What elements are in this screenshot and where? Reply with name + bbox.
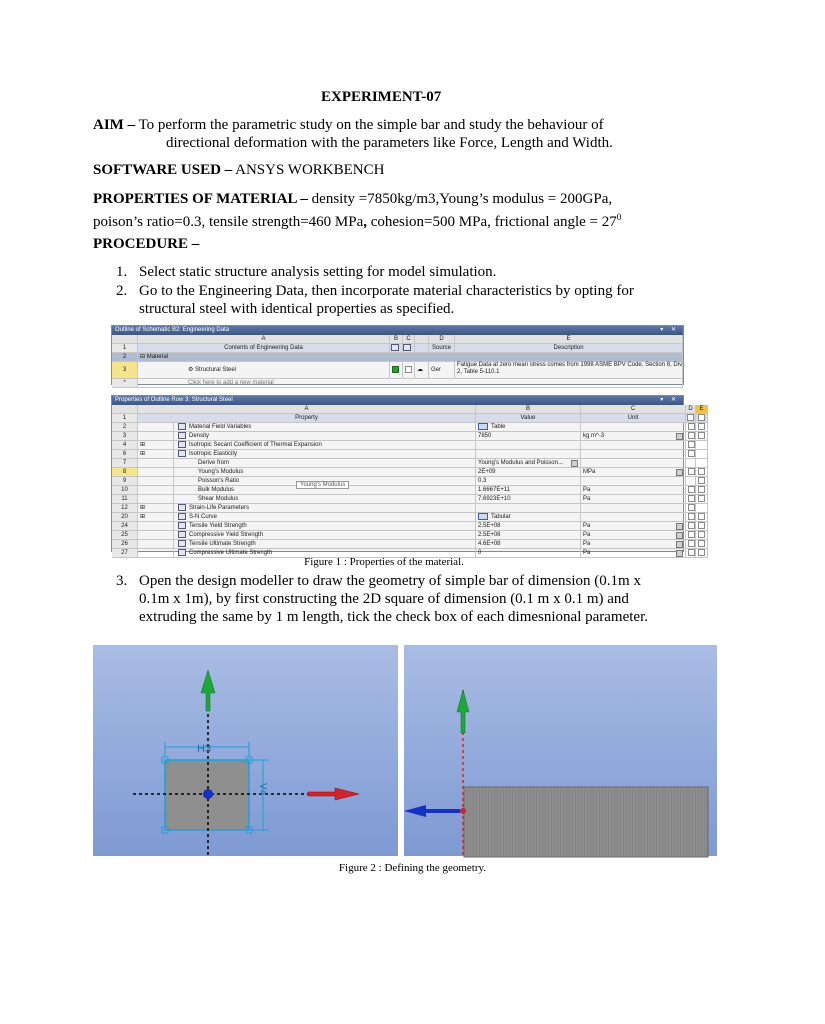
chart-checkbox[interactable] [696, 450, 708, 459]
dropdown-arrow-icon[interactable] [676, 541, 683, 548]
collapse-icon[interactable]: ⊟ [140, 354, 147, 360]
dropdown-arrow-icon[interactable] [571, 460, 578, 467]
property-name[interactable]: Shear Modulus [174, 495, 476, 504]
software-value: ANSYS WORKBENCH [235, 162, 385, 178]
sketch-canvas [93, 645, 398, 856]
aim-text-2: directional deformation with the parameters like Force, Length and Width. [166, 135, 613, 151]
property-unit[interactable] [581, 423, 686, 432]
outline-col-c: C [403, 335, 415, 344]
parameter-checkbox[interactable] [686, 468, 696, 477]
step-1-text: Select static structure analysis setting for model simulation. [139, 264, 497, 280]
property-unit[interactable] [581, 513, 686, 522]
property-unit[interactable]: kg m^-3 [581, 432, 686, 441]
property-icon [178, 432, 186, 439]
structural-steel-description: Fatigue Data at zero mean stress comes from 1998 ASME BPV Code, Section 8, Div 2, Table 5-110.1 [455, 362, 683, 379]
property-name[interactable]: Tensile Yield Strength [174, 522, 476, 531]
property-unit[interactable] [581, 459, 686, 468]
expand-toggle [138, 540, 174, 549]
property-value[interactable]: 7.6923E+10 [476, 495, 581, 504]
property-value[interactable]: 7850 [476, 432, 581, 441]
step-3-number: 3. [116, 573, 128, 589]
parameter-checkbox[interactable] [686, 432, 696, 441]
property-name[interactable]: Density [174, 432, 476, 441]
properties-grid [112, 405, 704, 558]
property-name[interactable]: Isotropic Secant Coefficient of Thermal Expansion [174, 441, 476, 450]
outline-header-icon-c [403, 344, 415, 353]
property-unit[interactable]: Pa [581, 486, 686, 495]
expand-toggle[interactable]: ⊞ [138, 513, 174, 522]
property-name[interactable]: Isotropic Elasticity [174, 450, 476, 459]
dropdown-arrow-icon[interactable] [676, 433, 683, 440]
parameter-checkbox[interactable] [686, 495, 696, 504]
table-icon [478, 513, 488, 520]
parameter-checkbox[interactable] [686, 441, 696, 450]
table-icon [478, 423, 488, 430]
origin-point [203, 789, 213, 799]
step-1-number: 1. [116, 264, 128, 280]
property-unit[interactable]: Pa [581, 549, 686, 558]
chart-checkbox[interactable] [696, 432, 708, 441]
structural-steel-select-checkbox[interactable] [390, 362, 403, 379]
props-col-e: E [696, 405, 708, 414]
props-col-b: B [476, 405, 581, 414]
figure-1-caption: Figure 1 : Properties of the material. [304, 556, 464, 568]
extrusion-view[interactable] [404, 645, 717, 856]
figure-2-caption: Figure 2 : Defining the geometry. [338, 862, 487, 874]
properties-window-controls[interactable]: ▾ ✕ [660, 397, 679, 403]
chart-checkbox[interactable] [696, 495, 708, 504]
chart-checkbox[interactable] [696, 468, 708, 477]
outline-grid: A B C D E 1 Contents of Engineering Data Source Description 2 ⊟ Material 3 ⚙ Structural Steel ☁ Ger Fatigue Data at zero mean stress comes from 1998 ASME BPV Code, Section 8, Div 2, Table 5-110.1 * Click here to add a new material [112, 335, 683, 388]
property-name[interactable]: Compressive Ultimate Strength [174, 549, 476, 558]
row-number: 12 [112, 504, 138, 513]
property-icon [178, 513, 186, 520]
outline-header-icon-b [390, 344, 403, 353]
row-number: 9 [112, 477, 138, 486]
property-unit[interactable] [581, 477, 686, 486]
property-value[interactable]: 1.6667E+11 [476, 486, 581, 495]
property-name[interactable]: S-N Curve [174, 513, 476, 522]
v4-label: V4 [257, 783, 268, 796]
expand-toggle [138, 495, 174, 504]
chart-checkbox[interactable] [696, 504, 708, 513]
green-y-axis-arrow [457, 690, 469, 733]
row-number: 2 [112, 423, 138, 432]
aim-text-1: To perform the parametric study on the simple bar and study the behaviour of [138, 117, 604, 133]
expand-toggle [138, 459, 174, 468]
properties-title: Properties of Outline Row 3: Structural Steel [115, 397, 233, 403]
properties-comma: , [363, 214, 367, 230]
property-icon [178, 540, 186, 547]
property-name[interactable]: Material Field Variables [174, 423, 476, 432]
parameter-checkbox[interactable] [686, 486, 696, 495]
props-col-c: C [581, 405, 686, 414]
step-2-text-2: structural steel with identical properties as specified. [139, 301, 455, 317]
extrusion-canvas [404, 645, 717, 856]
property-value[interactable] [476, 450, 581, 459]
row-number: 4 [112, 441, 138, 450]
properties-panel [111, 395, 704, 557]
parameter-checkbox[interactable] [686, 504, 696, 513]
chart-checkbox[interactable] [696, 459, 708, 468]
step-3-text-3: extruding the same by 1 m length, tick the check box of each dimesnional parameter. [139, 609, 649, 625]
property-value[interactable] [476, 441, 581, 450]
properties-title-bar [112, 396, 683, 405]
expand-toggle [138, 531, 174, 540]
chart-checkbox[interactable] [696, 423, 708, 432]
row-number: 27 [112, 549, 138, 558]
property-name[interactable]: Compressive Yield Strength [174, 531, 476, 540]
parameter-checkbox[interactable] [686, 459, 696, 468]
row-number: 11 [112, 495, 138, 504]
property-value[interactable]: 4.6E+08 [476, 540, 581, 549]
props-header-property: Property [138, 414, 476, 423]
parameter-checkbox[interactable] [686, 540, 696, 549]
property-unit[interactable]: Pa [581, 522, 686, 531]
outline-window-controls[interactable]: ▾ ✕ [660, 327, 679, 333]
property-value[interactable] [476, 504, 581, 513]
procedure-label: PROCEDURE – [93, 236, 200, 252]
property-value[interactable]: 0 [476, 549, 581, 558]
expand-toggle [138, 486, 174, 495]
property-name[interactable]: Young's Modulus [174, 468, 476, 477]
property-icon [178, 531, 186, 538]
props-header-unit: Unit [581, 414, 686, 423]
property-value[interactable]: Tabular [476, 513, 581, 522]
outline-header-description: Description [455, 344, 683, 353]
properties-text-2a: poison’s ratio=0.3, tensile strength=460 MPa [93, 214, 364, 230]
library-icon: ☁ [415, 362, 429, 379]
properties-label: PROPERTIES OF MATERIAL – [93, 191, 308, 207]
outline-col-b: B [390, 335, 403, 344]
software-line [93, 161, 384, 179]
props-col-a: A [138, 405, 476, 414]
property-value[interactable]: 2.5E+08 [476, 531, 581, 540]
row-number: 26 [112, 540, 138, 549]
chart-checkbox[interactable] [696, 477, 708, 486]
row-number: 7 [112, 459, 138, 468]
outline-header-source: Source [429, 344, 455, 353]
property-value[interactable]: 2.5E+08 [476, 522, 581, 531]
props-header-value: Value [476, 414, 581, 423]
property-icon [178, 450, 186, 457]
props-header-d [686, 414, 696, 423]
property-unit[interactable] [581, 450, 686, 459]
props-col-d: D [686, 405, 696, 414]
row-number: 10 [112, 486, 138, 495]
red-x-axis-arrow [308, 788, 359, 800]
expand-toggle[interactable]: ⊞ [138, 504, 174, 513]
row-number: 6 [112, 450, 138, 459]
parameter-checkbox[interactable] [686, 531, 696, 540]
expand-toggle [138, 423, 174, 432]
step-2-number: 2. [116, 283, 128, 299]
outline-col-d: D [429, 335, 455, 344]
property-unit[interactable]: Pa [581, 531, 686, 540]
outline-row-structural-steel[interactable]: ⚙ Structural Steel [138, 362, 390, 379]
property-icon [178, 522, 186, 529]
material-icon: ⚙ [188, 367, 196, 373]
parameter-checkbox[interactable] [686, 450, 696, 459]
property-value[interactable]: Young's Modulus and Poisson... [476, 459, 581, 468]
chart-checkbox[interactable] [696, 540, 708, 549]
parameter-checkbox[interactable] [686, 423, 696, 432]
properties-line-1 [93, 190, 612, 208]
dropdown-arrow-icon[interactable] [676, 469, 683, 476]
expand-toggle [138, 432, 174, 441]
property-icon [178, 504, 186, 511]
extruded-bar [464, 787, 708, 857]
expand-toggle [138, 522, 174, 531]
outline-col-e: E [455, 335, 683, 344]
origin-point [460, 808, 466, 814]
structural-steel-source: Ger [429, 362, 455, 379]
property-unit[interactable]: MPa [581, 468, 686, 477]
step-2-text-1: Go to the Engineering Data, then incorporate material characteristics by opting for [139, 283, 634, 299]
row-number: 20 [112, 513, 138, 522]
row-number: 3 [112, 432, 138, 441]
chart-checkbox[interactable] [696, 486, 708, 495]
properties-text-2b: cohesion=500 MPa, frictional angle = 27 [366, 214, 617, 230]
chart-checkbox[interactable] [696, 513, 708, 522]
expand-toggle [138, 468, 174, 477]
property-value[interactable]: 2E+09 [476, 468, 581, 477]
expand-toggle[interactable]: ⊞ [138, 450, 174, 459]
parameter-checkbox[interactable] [686, 513, 696, 522]
property-value[interactable]: 0.3 [476, 477, 581, 486]
step-3-text-1: Open the design modeller to draw the geometry of simple bar of dimension (0.1m x [139, 573, 641, 589]
parameter-checkbox[interactable] [686, 522, 696, 531]
h3-label: H3 [197, 743, 212, 755]
engineering-data-outline-panel [111, 325, 684, 385]
software-label: SOFTWARE USED – [93, 162, 233, 178]
outline-title-bar [112, 326, 683, 335]
degree-superscript: 0 [616, 212, 622, 222]
dropdown-arrow-icon[interactable] [676, 532, 683, 539]
structural-steel-suppress-checkbox[interactable] [403, 362, 415, 379]
property-name[interactable]: Derive from [174, 459, 476, 468]
chart-checkbox[interactable] [696, 522, 708, 531]
row-number: 25 [112, 531, 138, 540]
outline-header-contents: Contents of Engineering Data [138, 344, 390, 353]
property-unit[interactable] [581, 441, 686, 450]
add-material-row[interactable]: Click here to add a new material [138, 379, 683, 388]
row-number: 24 [112, 522, 138, 531]
property-name[interactable]: Poisson's Ratio [174, 477, 476, 486]
properties-line-2 [93, 208, 621, 231]
property-value[interactable]: Table [476, 423, 581, 432]
page-title: EXPERIMENT-07 [321, 89, 442, 105]
outline-row-material[interactable]: ⊟ Material [138, 353, 683, 362]
row-number: 8 [112, 468, 138, 477]
property-name[interactable]: Bulk Modulus [174, 486, 476, 495]
outline-title: Outline of Schematic B2: Engineering Data [115, 327, 230, 333]
props-header-e [696, 414, 708, 423]
green-y-axis-arrow [201, 670, 215, 711]
properties-text-1: density =7850kg/m3,Young’s modulus = 200GPa, [311, 191, 613, 207]
parameter-checkbox[interactable] [686, 477, 696, 486]
property-unit[interactable]: Pa [581, 495, 686, 504]
property-icon [178, 441, 186, 448]
aim-line-1 [93, 116, 604, 134]
sketch-view[interactable] [93, 645, 398, 856]
outline-col-a: A [138, 335, 390, 344]
youngs-modulus-tooltip: Young's Modulus [296, 481, 349, 489]
aim-label: AIM – [93, 117, 136, 133]
property-unit[interactable]: Pa [581, 540, 686, 549]
expand-toggle[interactable]: ⊞ [138, 441, 174, 450]
property-name[interactable]: Tensile Ultimate Strength [174, 540, 476, 549]
blue-z-axis-arrow [404, 805, 460, 817]
chart-checkbox[interactable] [696, 441, 708, 450]
property-icon [178, 423, 186, 430]
property-unit[interactable] [581, 504, 686, 513]
table-cell: 1 [112, 414, 138, 423]
step-3-text-2: 0.1m x 1m), by first constructing the 2D square of dimension (0.1 m x 0.1 m) and [139, 591, 629, 607]
property-icon [178, 549, 186, 556]
chart-checkbox[interactable] [696, 531, 708, 540]
dropdown-arrow-icon[interactable] [676, 523, 683, 530]
property-name[interactable]: Strain-Life Parameters [174, 504, 476, 513]
expand-toggle [138, 477, 174, 486]
